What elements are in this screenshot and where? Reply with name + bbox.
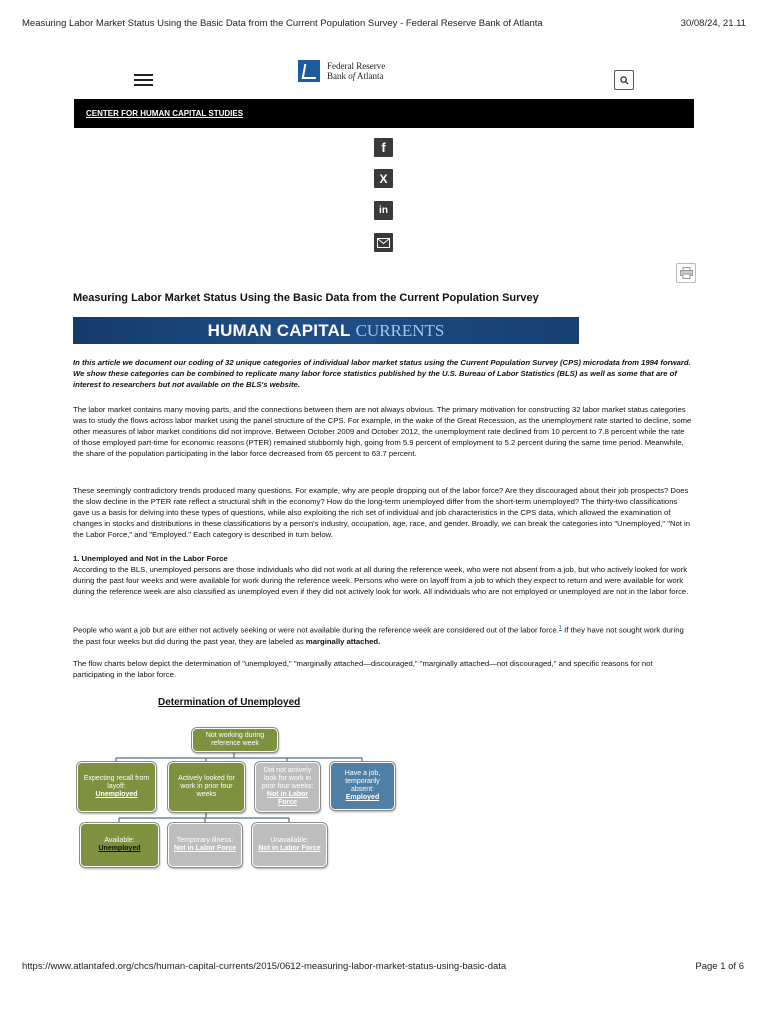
- paragraph-4-text-b: If they have not sought work during the past four weeks but did during the past year, they are labeled as: [73, 625, 684, 646]
- flowchart-title: Determination of Unemployed: [158, 697, 301, 708]
- flow-node-actively-looked: Actively looked for work in prior four weeks: [168, 762, 245, 812]
- linkedin-icon: in: [379, 205, 388, 216]
- footnote-link-1[interactable]: 1: [558, 625, 562, 631]
- logo-line1: Federal Reserve: [327, 61, 386, 71]
- flow-node-unavailable: Unavailable: Not in Labor Force: [252, 823, 327, 867]
- print-page-number: Page 1 of 6: [695, 961, 744, 972]
- article-paragraph-5: The flow charts below depict the determination of "unemployed," "marginally attached—discouraged," "marginally attached—not discouraged," and specific reasons for not participating in the labor force.: [73, 659, 653, 679]
- article-title: Measuring Labor Market Status Using the Basic Data from the Current Population Survey: [73, 292, 539, 304]
- flow-node-temporary-illness: Temporary illness: Not in Labor Force: [168, 823, 242, 867]
- article-paragraph-2: These seemingly contradictory trends produced many questions. For example, why are people dropping out of the labor force? Are they discouraged about their job prospects? Does the slow decline in the PTER rate reflect a structural shift in the economy? How do the long-term unemployed differ from the short-term unemployed? The thirty-two classifications gave us a basis for delving into these types of questions, while also exploiting the rich set of individual and job characteristics in the CPS data, which allowed the examination of changes in stocks and distributions in these classifications by a person's industry, occupation, age, race, and gender. Broadly, we can break the categories into "Unemployed," "Not in the Labor Force," and "Employed." Each category is described in turn below.: [73, 486, 691, 539]
- facebook-icon: f: [381, 140, 386, 155]
- print-url: https://www.atlantafed.org/chcs/human-capital-currents/2015/0612-measuring-labor-market-status-using-basic-data: [22, 961, 507, 972]
- print-footer: [22, 961, 744, 972]
- paragraph-4-text-a: People who want a job but are either not actively seeking or were not available during the reference week are considered out of the labor force.: [73, 625, 559, 635]
- article-paragraph-1: The labor market contains many moving parts, and the connections between them are not always obvious. The primary motivation for constructing 32 labor market status categories was to study the flows across labor market using the panel structure of the CPS. For example, in the wake of the Great Recession, as the unemployment rate started to decline, some other measures of labor market conditions did not improve. Between October 2009 and October 2012, the unemployment rate declined from 10 percent to 7.8 percent while the rate of those employed part-time for economic reasons (PTER) remained stubbornly high, going from 5.9 percent of employment to 5.2 percent during the same time period. Meanwhile, the share of the population participating in the labor force decreased from 65 percent to 63.7 percent.: [73, 405, 692, 458]
- flow-node-expecting-recall: Expecting recall from layoff: Unemployed: [77, 762, 156, 812]
- article-intro: In this article we document our coding of 32 unique categories of individual labor market status using the Current Population Survey (CPS) microdata from 1994 forward. We show these categories can be combined to replicate many labor force statistics published by the U.S. Bureau of Labor Statistics (BLS) as well as some that are of interest to researchers but not available on the BLS's website.: [73, 358, 691, 389]
- flow-node-temporarily-absent: Have a job, temporarily absent: Employed: [330, 762, 395, 810]
- banner-text-a: HUMAN CAPITAL: [207, 320, 351, 340]
- x-icon: X: [379, 171, 388, 186]
- print-datetime: 30/08/24, 21.11: [680, 18, 746, 29]
- section-heading: 1. Unemployed and Not in the Labor Force: [73, 554, 228, 563]
- article-paragraph-3: According to the BLS, unemployed persons are those individuals who did not work at all during the reference week, who were not absent from a job, but who actively looked for work during the past four weeks and were available for work during the reference week. Persons who were on layoff from a job to which they expect to return and were available for work during the reference week are also classified as unemployed even if they did not actively look for work. All individuals who are not employed or unemployed are not in the labor force.: [73, 565, 689, 596]
- banner-text-b: CURRENTS: [355, 320, 445, 340]
- section-link-chcs[interactable]: CENTER FOR HUMAN CAPITAL STUDIES: [86, 109, 244, 118]
- flow-node-did-not-look: Did not actively look for work in prior four weeks: Not in Labor Force: [255, 762, 320, 812]
- flow-node-available: Available: Unemployed: [80, 823, 159, 867]
- marginally-attached-term: marginally attached.: [305, 636, 381, 646]
- flow-node-root: Not working during reference week: [192, 728, 278, 752]
- print-page-title: Measuring Labor Market Status Using the Basic Data from the Current Population Survey - Federal Reserve Bank of Atlanta: [22, 18, 543, 29]
- logo-line2: Bank of Atlanta: [327, 71, 384, 81]
